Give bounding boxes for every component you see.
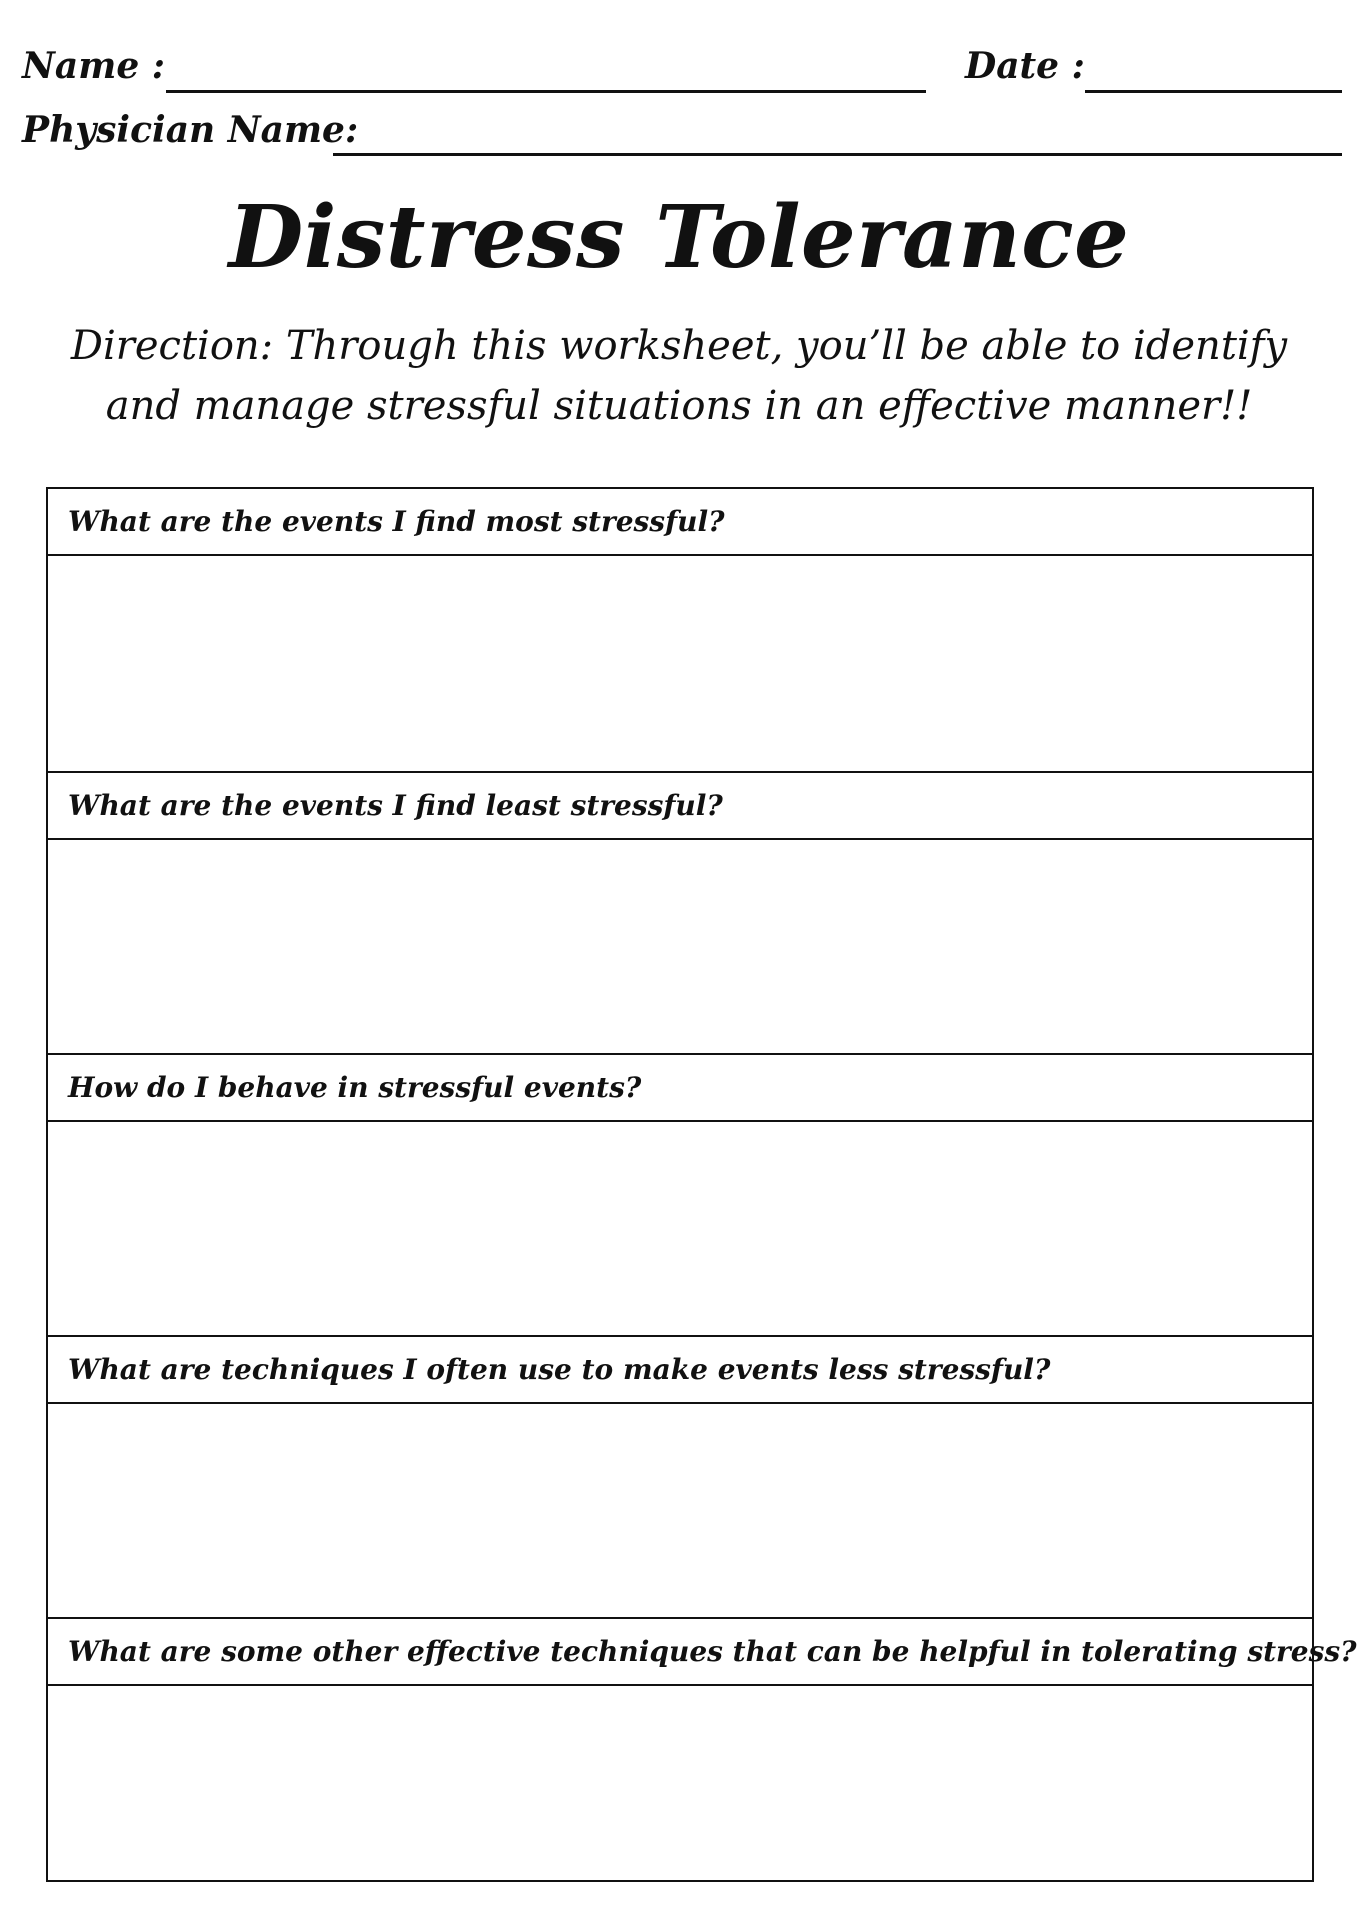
answer-area-most-stressful[interactable] bbox=[48, 556, 1312, 771]
section-least-stressful bbox=[48, 773, 1312, 1055]
section-question: What are techniques I often use to make events less stressful? bbox=[68, 1353, 1051, 1386]
direction-line-1: Direction: Through this worksheet, you’ll be able to identify bbox=[70, 323, 1288, 369]
physician-name-field[interactable] bbox=[333, 153, 1342, 156]
physician-name-label: Physician Name: bbox=[22, 109, 359, 151]
direction-line-2: and manage stressful situations in an effective manner!! bbox=[105, 383, 1253, 429]
section-header bbox=[48, 1337, 1312, 1404]
answer-area-techniques-used[interactable] bbox=[48, 1404, 1312, 1617]
section-header bbox=[48, 773, 1312, 840]
section-question: What are the events I find least stressful? bbox=[68, 789, 723, 822]
answer-area-behavior[interactable] bbox=[48, 1122, 1312, 1335]
date-field[interactable] bbox=[1085, 90, 1342, 93]
section-techniques-used bbox=[48, 1337, 1312, 1619]
direction-text bbox=[0, 316, 1358, 436]
section-question: What are some other effective techniques that can be helpful in tolerating stress? bbox=[68, 1635, 1357, 1668]
answer-area-other-techniques[interactable] bbox=[48, 1686, 1312, 1880]
section-header bbox=[48, 489, 1312, 556]
section-behavior bbox=[48, 1055, 1312, 1337]
section-question: What are the events I find most stressful? bbox=[68, 505, 725, 538]
section-other-techniques bbox=[48, 1619, 1357, 1880]
name-label: Name : bbox=[22, 45, 166, 87]
section-most-stressful bbox=[48, 489, 1312, 773]
date-label: Date : bbox=[965, 45, 1085, 87]
section-header bbox=[48, 1619, 1357, 1686]
section-question: How do I behave in stressful events? bbox=[68, 1071, 642, 1104]
answer-area-least-stressful[interactable] bbox=[48, 840, 1312, 1053]
worksheet-table bbox=[46, 487, 1357, 1882]
page-title: Distress Tolerance bbox=[228, 187, 1130, 288]
name-field[interactable] bbox=[166, 90, 926, 93]
section-header bbox=[48, 1055, 1312, 1122]
